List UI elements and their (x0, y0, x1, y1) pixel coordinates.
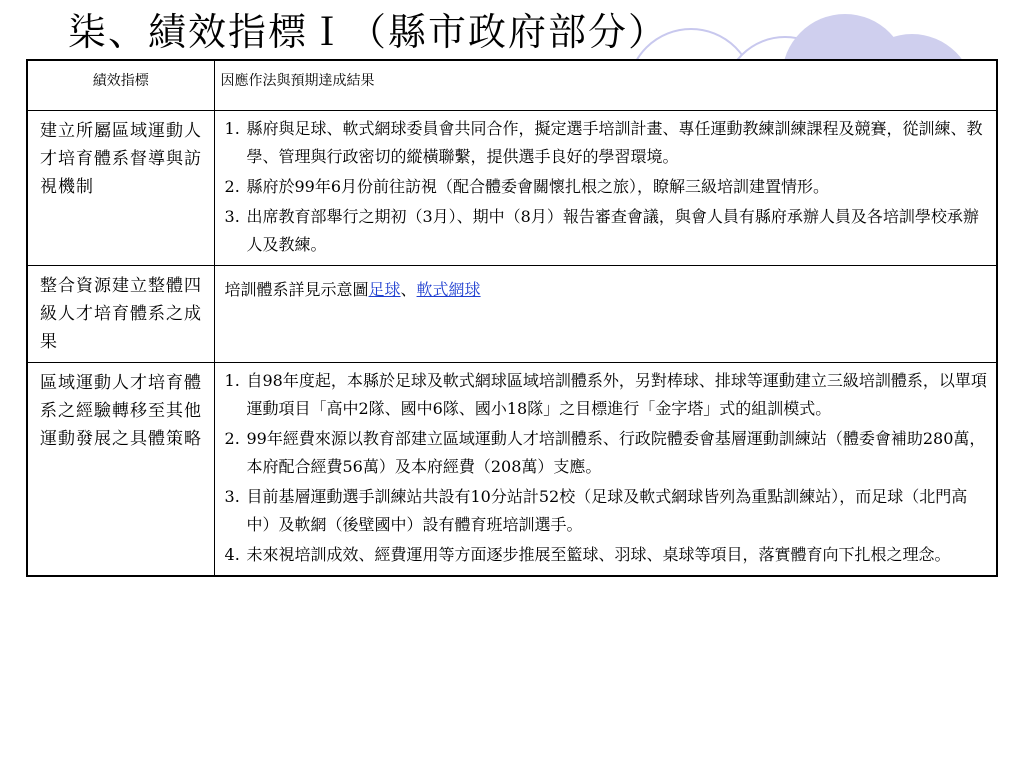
indicator-cell: 整合資源建立整體四級人才培育體系之成果 (27, 266, 214, 363)
results-text: 培訓體系詳見示意圖 (224, 280, 369, 299)
table-row (27, 266, 997, 363)
indicator-cell: 建立所屬區域運動人才培育體系督導與訪視機制 (27, 111, 214, 266)
list-item: 縣府與足球、軟式網球委員會共同合作，擬定選手培訓計畫、專任運動教練訓練課程及競賽，從訓練、教學、管理與行政密切的縱橫聯繫，提供選手良好的學習環境。 (246, 119, 983, 166)
performance-table (26, 59, 998, 577)
results-list (225, 115, 989, 259)
soccer-diagram-link[interactable]: 足球 (368, 280, 401, 299)
list-item: 目前基層運動選手訓練站共設有10分站計52校（足球及軟式網球皆列為重點訓練站），而足球（北門高中）及軟網（後壁國中）設有體育班培訓選手。 (246, 487, 968, 534)
list-item: 未來視培訓成效、經費運用等方面逐步推展至籃球、羽球、桌球等項目，落實體育向下扎根之理念。 (246, 545, 951, 564)
list-item: 自98年度起，本縣於足球及軟式網球區域培訓體系外，另對棒球、排球等運動建立三級培訓體系，以單項運動項目「高中2隊、國中6隊、國小18隊」之目標進行「金字塔」式的組訓模式。 (246, 371, 987, 418)
results-cell (214, 363, 997, 577)
indicator-cell: 區域運動人才培育體系之經驗轉移至其他運動發展之具體策略 (27, 363, 214, 577)
slide-title: 柒、績效指標Ｉ（縣市政府部分） (68, 10, 669, 54)
table-header-row (27, 60, 997, 111)
link-separator: 、 (400, 280, 417, 299)
results-cell (214, 266, 997, 363)
header-results: 因應作法與預期達成結果 (214, 60, 997, 111)
list-item: 出席教育部舉行之期初（3月）、期中（8月）報告審查會議，與會人員有縣府承辦人員及各培訓學校承辦人及教練。 (246, 207, 979, 254)
results-list (225, 367, 989, 569)
soft-tennis-diagram-link[interactable]: 軟式網球 (416, 280, 481, 299)
results-cell (214, 111, 997, 266)
header-indicator: 績效指標 (27, 60, 214, 111)
list-item: 縣府於99年6月份前往訪視（配合體委會關懷扎根之旅），瞭解三級培訓建置情形。 (246, 177, 830, 196)
table-row (27, 363, 997, 577)
table-row (27, 111, 997, 266)
results-text-line (225, 270, 989, 310)
list-item: 99年經費來源以教育部建立區域運動人才培訓體系、行政院體委會基層運動訓練站（體委會補助280萬，本府配合經費56萬）及本府經費（208萬）支應。 (246, 429, 986, 476)
